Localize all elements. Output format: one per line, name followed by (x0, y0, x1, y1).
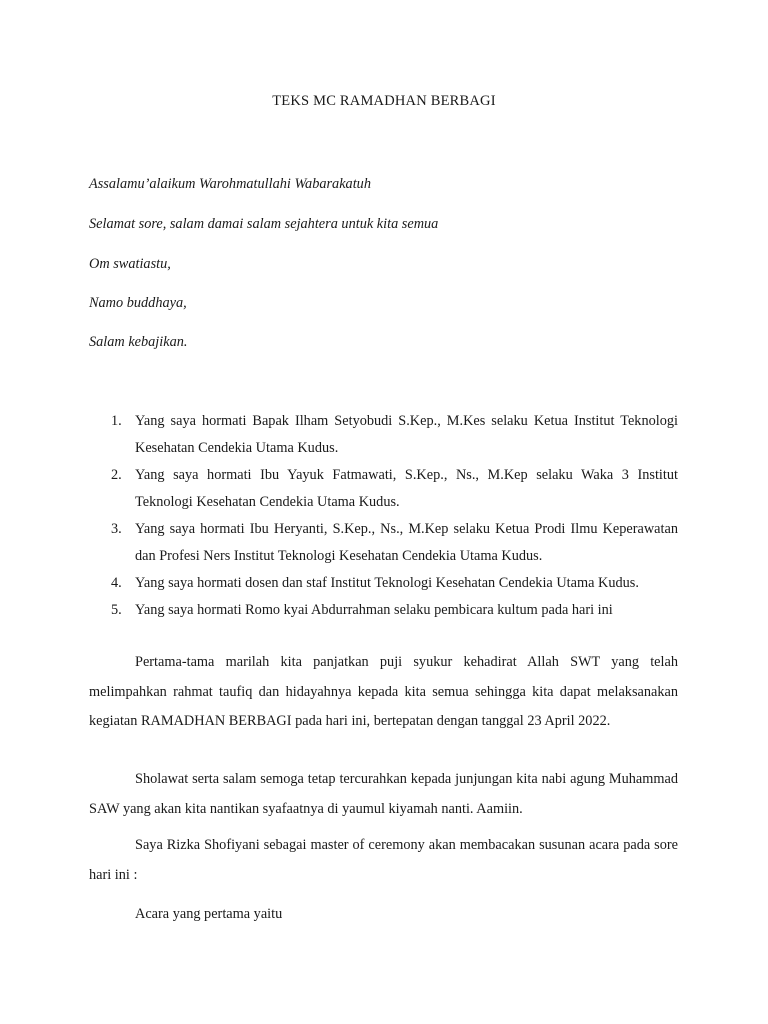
list-item-number: 5. (111, 602, 122, 618)
greeting-namo-buddhaya: Namo buddhaya, (89, 295, 187, 311)
list-item (89, 462, 678, 516)
list-item-text: Yang saya hormati Bapak Ilham Setyobudi S.Kep., M.Kes selaku Ketua Institut Teknologi Kesehatan Cendekia Utama Kudus. (135, 413, 678, 456)
paragraph-acara-pertama: Acara yang pertama yaitu (135, 906, 283, 922)
document-title: TEKS MC RAMADHAN BERBAGI (272, 93, 496, 109)
list-item (89, 408, 678, 462)
paragraph-opening: Pertama-tama marilah kita panjatkan puji syukur kehadirat Allah SWT yang telah melimpahkan rahmat taufiq dan hidayahnya kepada kita semua sehingga kita dapat melaksanakan kegiatan RAMADHAN BERBAGI pada hari ini, bertepatan dengan tanggal 23 April 2022. (89, 654, 678, 729)
greeting-assalamualaikum: Assalamu’alaikum Warohmatullahi Wabarakatuh (89, 176, 371, 192)
paragraph-sholawat: Sholawat serta salam semoga tetap tercurahkan kepada junjungan kita nabi agung Muhammad SAW yang akan kita nantikan syafaatnya di yaumul kiyamah nanti. Aamiin. (89, 771, 678, 817)
list-item-number: 4. (111, 575, 122, 591)
greeting-selamat-sore: Selamat sore, salam damai salam sejahtera untuk kita semua (89, 216, 439, 232)
salutation-list (89, 408, 678, 624)
list-item-text: Yang saya hormati Ibu Heryanti, S.Kep., Ns., M.Kep selaku Ketua Prodi Ilmu Keperawatan dan Profesi Ners Institut Teknologi Kesehatan Cendekia Utama Kudus. (135, 521, 678, 564)
list-item-number: 1. (111, 413, 122, 429)
list-item-text: Yang saya hormati dosen dan staf Institut Teknologi Kesehatan Cendekia Utama Kudus. (135, 575, 639, 591)
list-item-text: Yang saya hormati Ibu Yayuk Fatmawati, S.Kep., Ns., M.Kep selaku Waka 3 Institut Teknologi Kesehatan Cendekia Utama Kudus. (135, 467, 678, 510)
list-item (89, 570, 678, 597)
list-item (89, 597, 678, 624)
greeting-salam-kebajikan: Salam kebajikan. (89, 334, 188, 350)
list-item (89, 516, 678, 570)
list-item-number: 3. (111, 521, 122, 537)
paragraph-mc-intro: Saya Rizka Shofiyani sebagai master of ceremony akan membacakan susunan acara pada sore hari ini : (89, 837, 678, 883)
greeting-om-swatiastu: Om swatiastu, (89, 256, 171, 272)
list-item-text: Yang saya hormati Romo kyai Abdurrahman selaku pembicara kultum pada hari ini (135, 602, 613, 618)
list-item-number: 2. (111, 467, 122, 483)
